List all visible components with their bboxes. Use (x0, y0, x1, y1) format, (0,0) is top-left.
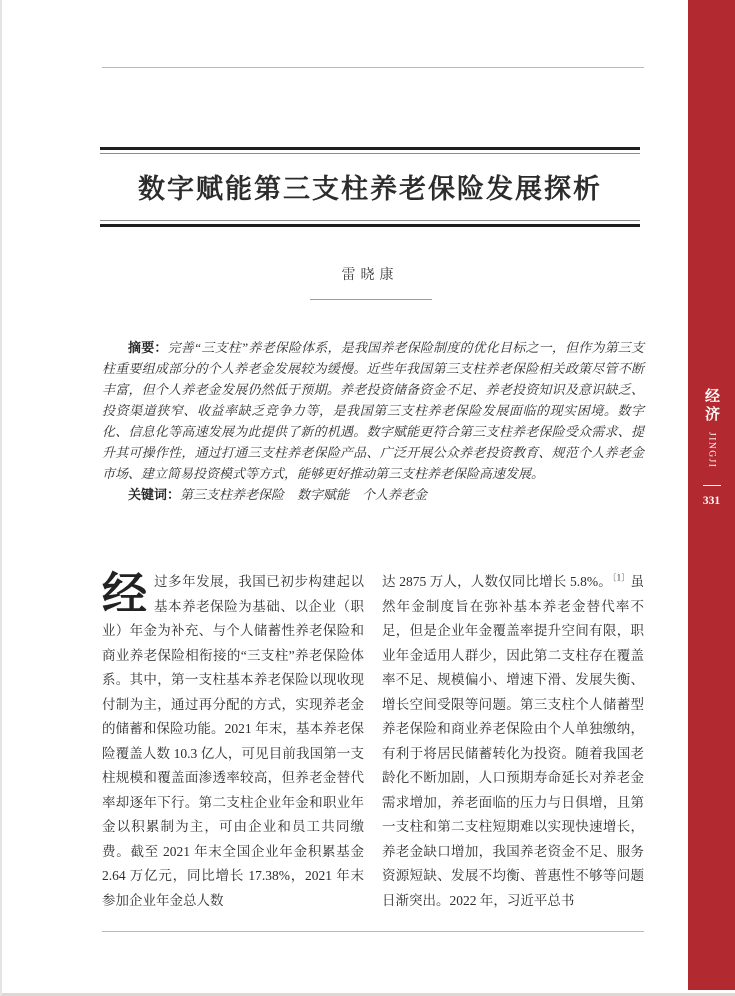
section-name-chinese: 经济 (703, 388, 719, 424)
abstract-text: 完善“三支柱”养老保险体系，是我国养老保险制度的优化目标之一，但作为第三支柱重要组成部分的个人养老金发展较为缓慢。近些年我国第三支柱养老保险相关政策尽管不断丰富，但个人养老金发展仍然低于预期。养老投资储备资金不足、养老投资知识及意识缺乏、投资渠道狭窄、收益率缺乏竞争力等，是我国第三支柱养老保险发展面临的现实困境。数字化、信息化等高速发展为此提供了新的机遇。数字赋能更符合第三支柱养老保险受众需求、提升其可操作性，通过打通三支柱养老保险产品、广泛开展公众养老投资教育、规范个人养老金市场、建立简易投资模式等方式，能够更好推动第三支柱养老保险高速发展。 (102, 340, 644, 481)
title-rule-bottom (100, 220, 640, 227)
footnote-marker: 〔1〕 (611, 572, 631, 583)
keywords-label: 关键词： (128, 487, 181, 502)
header-rule (102, 67, 644, 68)
abstract-section (102, 337, 644, 505)
body-column-right (382, 570, 644, 913)
footer-rule (102, 931, 644, 932)
body-column-right-text-pre: 达 2875 万人，人数仅同比增长 5.8%。 (382, 574, 612, 589)
body-column-right-text-post: 虽然年金制度旨在弥补基本养老金替代率不足，但是企业年金覆盖率提升空间有限，职业年金适用人群少，因此第二支柱存在覆盖率不足、规模偏小、增速下滑、发展失衡、增长空间受限等问题。第三支柱个人储蓄型养老保险和商业养老保险由个人单独缴纳，有利于将居民储蓄转化为投资。随着我国老龄化不断加剧，人口预期寿命延长对养老金需求增加，养老面临的压力与日俱增，且第一支柱和第二支柱短期难以实现快速增长，养老金缺口增加，我国养老资金不足、服务资源短缺、发展不均衡、普惠性不够等问题日渐突出。2022 年，习近平总书 (382, 574, 644, 908)
page-number: 331 (702, 495, 721, 508)
author-divider (310, 299, 432, 300)
drop-cap: 经 (102, 569, 148, 619)
keywords-paragraph (102, 484, 644, 505)
keywords-text: 第三支柱养老保险 数字赋能 个人养老金 (180, 487, 428, 502)
title-block (100, 147, 640, 227)
abstract-label: 摘要： (128, 340, 168, 355)
section-sidebar (688, 0, 735, 990)
section-name-pinyin: JINGJI (706, 432, 717, 469)
author-name: 雷晓康 (341, 268, 399, 283)
body-column-left (102, 570, 364, 913)
abstract-paragraph (102, 337, 644, 484)
body-text (102, 570, 644, 913)
body-column-left-text: 过多年发展，我国已初步构建起以基本养老保险为基础、以企业（职业）年金为补充、与个人储蓄性养老保险和商业养老保险相衔接的“三支柱”养老保险体系。其中，第一支柱基本养老保险以现收现付制为主，通过再分配的方式，实现养老金的储蓄和保险功能。2021 年末，基本养老保险覆盖人数 10.3 亿人，可见目前我国第一支柱规模和覆盖面渗透率较高，但养老金替代率却逐年下行。第二支柱企业年金和职业年金以积累制为主，可由企业和员工共同缴费。截至 2021 年末全国企业年金积累基金 2.64 万亿元，同比增长 17.38%，2021 年末参加企业年金总人数 (102, 574, 364, 908)
article-title: 数字赋能第三支柱养老保险发展探析 (138, 174, 602, 204)
title-rule-top (100, 147, 640, 154)
sidebar-divider (703, 485, 721, 486)
